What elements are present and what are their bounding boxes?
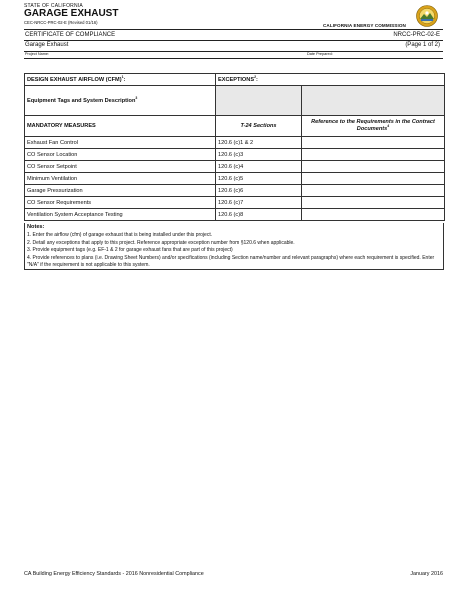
state-label: STATE OF CALIFORNIA xyxy=(24,3,83,9)
airflow-row xyxy=(25,74,445,86)
section-cell: 120.6 (c)4 xyxy=(216,161,302,173)
note-item: 2. Detail any exceptions that apply to this project. Reference appropriate exception number from §120.6 when applicable. xyxy=(27,239,295,246)
form-subtitle: Garage Exhaust xyxy=(25,42,69,48)
section-cell: 120.6 (c)7 xyxy=(216,197,302,209)
col-reference-cell xyxy=(302,116,445,137)
notes-title: Notes: xyxy=(27,224,45,230)
footer-standards: CA Building Energy Efficiency Standards - 2016 Nonresidential Compliance xyxy=(24,571,204,577)
measure-cell: Exhaust Fan Control xyxy=(25,137,216,149)
section-cell: 120.6 (c)5 xyxy=(216,173,302,185)
table-row xyxy=(25,209,445,221)
exceptions-cell: EXCEPTIONS$^2$: xyxy=(216,74,445,86)
notes-section xyxy=(24,223,444,270)
section-cell: 120.6 (c)3 xyxy=(216,149,302,161)
table-row xyxy=(25,149,445,161)
reference-input-cell[interactable] xyxy=(302,137,445,149)
divider xyxy=(24,29,443,30)
table-row xyxy=(25,161,445,173)
state-seal-icon xyxy=(416,5,438,27)
measure-cell: CO Sensor Requirements xyxy=(25,197,216,209)
table-row xyxy=(25,185,445,197)
table-row xyxy=(25,173,445,185)
airflow-cell: DESIGN EXHAUST AIRFLOW (CFM)$^1$: xyxy=(25,74,216,86)
measure-cell: Ventilation System Acceptance Testing xyxy=(25,209,216,221)
form-id: CEC-NRCC-PRC-02-E (Revised 01/16) xyxy=(24,20,98,25)
section-cell: 120.6 (c)6 xyxy=(216,185,302,197)
page-footer xyxy=(24,571,444,577)
reference-input-cell[interactable] xyxy=(302,161,445,173)
reference-input-cell[interactable] xyxy=(302,149,445,161)
col-sections: T-24 Sections xyxy=(216,116,302,137)
measure-cell: Minimum Ventilation xyxy=(25,173,216,185)
table-row xyxy=(25,197,445,209)
table-row xyxy=(25,137,445,149)
reference-note-ref: 4 xyxy=(387,124,390,129)
form-code: NRCC-PRC-02-E xyxy=(393,32,440,38)
divider xyxy=(24,58,443,59)
form-header xyxy=(24,3,118,25)
measure-cell: CO Sensor Location xyxy=(25,149,216,161)
section-cell: 120.6 (c)1 & 2 xyxy=(216,137,302,149)
measure-cell: Garage Pressurization xyxy=(25,185,216,197)
exceptions-label: EXCEPTIONS xyxy=(218,76,255,83)
certificate-label: CERTIFICATE OF COMPLIANCE xyxy=(25,32,116,38)
measure-cell: CO Sensor Setpoint xyxy=(25,161,216,173)
airflow-note-ref: 1 xyxy=(121,74,124,79)
project-name-label: Project Name: xyxy=(25,52,50,56)
page-number: (Page 1 of 2) xyxy=(405,42,440,48)
section-cell: 120.6 (c)8 xyxy=(216,209,302,221)
equipment-cell xyxy=(25,86,216,116)
reference-input-cell[interactable] xyxy=(302,173,445,185)
equipment-label: Equipment Tags and System Description xyxy=(27,97,136,104)
divider xyxy=(24,51,443,52)
exceptions-note-ref: 2 xyxy=(254,74,257,79)
footer-date: January 2016 xyxy=(410,571,443,577)
equipment-gray-cell xyxy=(216,86,302,116)
col-reference: Reference to the Requirements in the Contract Documents xyxy=(311,119,435,132)
reference-input-cell[interactable] xyxy=(302,209,445,221)
form-title: GARAGE EXHAUST xyxy=(24,8,119,19)
date-prepared-label: Date Prepared: xyxy=(307,52,333,56)
equipment-note-ref: 3 xyxy=(135,95,138,100)
compliance-table xyxy=(24,73,445,221)
note-item: 4. Provide references to plans (i.e. Drawing Sheet Numbers) and/or specifications (including Section name/number and relevant paragraphs) where each requirement is specified. Enter "N/A" if the requirement is not applicable to this system. xyxy=(27,255,435,269)
airflow-label: DESIGN EXHAUST AIRFLOW (CFM) xyxy=(27,76,122,83)
col-measures: MANDATORY MEASURES xyxy=(25,116,216,137)
equipment-row xyxy=(25,86,445,116)
note-item: 1. Enter the airflow (cfm) of garage exhaust that is being installed under this project. xyxy=(27,231,213,238)
note-item: 3. Provide equipment tags (e.g. EF-1 & 2 for garage exhaust fans that are part of this project) xyxy=(27,247,233,254)
commission-label: CALIFORNIA ENERGY COMMISSION xyxy=(323,23,406,28)
reference-input-cell[interactable] xyxy=(302,185,445,197)
equipment-gray-cell xyxy=(302,86,445,116)
divider xyxy=(24,40,443,41)
reference-input-cell[interactable] xyxy=(302,197,445,209)
column-header-row xyxy=(25,116,445,137)
